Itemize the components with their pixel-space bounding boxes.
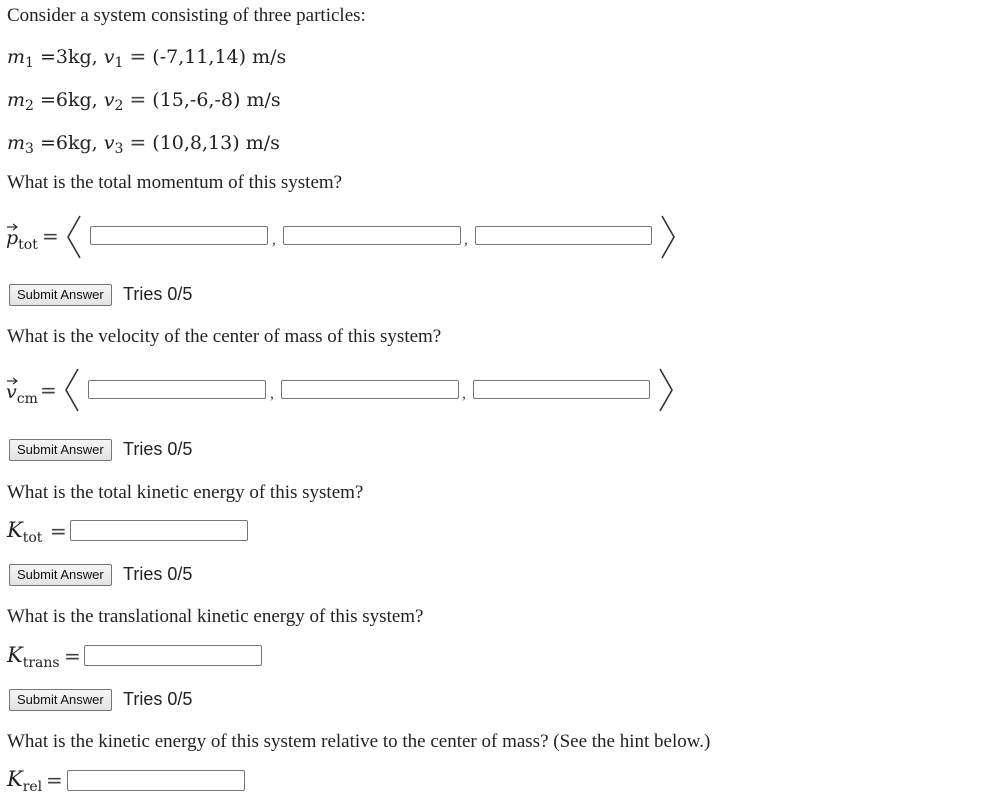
mass-subscript: 3: [25, 141, 34, 157]
equals-sign: =: [42, 224, 59, 248]
velocity-symbol: v: [103, 89, 115, 111]
question-cm-velocity: What is the velocity of the center of mass of this system?: [7, 326, 442, 347]
question-total-ke: What is the total kinetic energy of this system?: [7, 482, 364, 503]
left-angle-bracket-icon: [62, 367, 82, 413]
velocity-subscript: 3: [114, 141, 124, 157]
equals-sign: =: [64, 644, 81, 668]
velocity-subscript: 1: [114, 55, 124, 71]
particle-3-line: [7, 130, 280, 157]
mass-value: =6kg,: [40, 89, 98, 111]
velocity-unit: m/s: [252, 46, 287, 68]
momentum-x-input[interactable]: [90, 226, 268, 245]
tries-counter: Tries 0/5: [123, 439, 193, 459]
comma-separator: ,: [464, 231, 468, 248]
velocity-symbol: v: [103, 46, 115, 68]
k-trans-label: [7, 643, 60, 671]
particle-1-line: [7, 44, 287, 71]
v-subscript: cm: [16, 391, 38, 407]
submit-total-ke-button[interactable]: Submit Answer: [9, 564, 112, 586]
equals-sign: =: [129, 87, 147, 111]
total-ke-input[interactable]: [70, 520, 248, 541]
momentum-z-input[interactable]: [475, 226, 652, 245]
vector-arrow-icon: [7, 223, 18, 231]
particle-2-line: [7, 87, 281, 114]
p-symbol: p: [6, 227, 19, 249]
equals-sign: =: [50, 519, 67, 543]
equals-sign: =: [40, 378, 57, 402]
question-translational-ke: What is the translational kinetic energy of this system?: [7, 606, 424, 627]
comma-separator: ,: [272, 231, 276, 248]
velocity-symbol: v: [103, 132, 115, 154]
mass-symbol: m: [7, 46, 26, 68]
k-subscript: rel: [22, 779, 43, 795]
submit-translational-ke-button[interactable]: Submit Answer: [9, 689, 112, 711]
equals-sign: =: [129, 130, 147, 154]
k-subscript: trans: [22, 655, 60, 671]
tries-counter: Tries 0/5: [123, 564, 193, 584]
cm-velocity-x-input[interactable]: [88, 380, 266, 399]
k-symbol: K: [7, 643, 23, 667]
mass-value: =3kg,: [40, 46, 98, 68]
equals-sign: =: [129, 44, 147, 68]
mass-value: =6kg,: [40, 132, 98, 154]
right-angle-bracket-icon: [658, 214, 678, 260]
k-symbol: K: [7, 518, 23, 542]
comma-separator: ,: [270, 385, 274, 402]
tries-counter: Tries 0/5: [123, 284, 193, 304]
v-cm-label: [6, 381, 38, 407]
mass-symbol: m: [7, 89, 26, 111]
mass-subscript: 2: [25, 98, 34, 114]
k-subscript: tot: [22, 530, 43, 546]
mass-symbol: m: [7, 132, 26, 154]
v-symbol: v: [6, 381, 17, 403]
p-tot-label: [6, 227, 38, 253]
right-angle-bracket-icon: [656, 367, 676, 413]
equals-sign: =: [46, 768, 63, 792]
question-total-momentum: What is the total momentum of this system?: [7, 172, 343, 193]
k-rel-label: [7, 767, 43, 795]
cm-velocity-z-input[interactable]: [473, 380, 650, 399]
p-subscript: tot: [18, 237, 38, 253]
velocity-subscript: 2: [114, 98, 124, 114]
cm-velocity-y-input[interactable]: [281, 380, 459, 399]
relative-ke-input[interactable]: [67, 770, 245, 791]
velocity-unit: m/s: [245, 132, 280, 154]
question-relative-ke: What is the kinetic energy of this system relative to the center of mass? (See the hint below.): [7, 731, 711, 752]
vector-arrow-icon: [7, 377, 18, 385]
velocity-vector: (15,-6,-8): [152, 89, 241, 111]
tries-counter: Tries 0/5: [123, 689, 193, 709]
comma-separator: ,: [462, 385, 466, 402]
submit-cm-velocity-button[interactable]: Submit Answer: [9, 439, 112, 461]
k-tot-label: [7, 518, 43, 546]
left-angle-bracket-icon: [64, 214, 84, 260]
intro-text: Consider a system consisting of three particles:: [7, 5, 366, 26]
mass-subscript: 1: [25, 55, 34, 71]
velocity-vector: (10,8,13): [152, 132, 240, 154]
velocity-vector: (-7,11,14): [152, 46, 247, 68]
velocity-unit: m/s: [246, 89, 281, 111]
k-symbol: K: [7, 767, 23, 791]
translational-ke-input[interactable]: [84, 645, 262, 666]
submit-momentum-button[interactable]: Submit Answer: [9, 284, 112, 306]
momentum-y-input[interactable]: [283, 226, 461, 245]
